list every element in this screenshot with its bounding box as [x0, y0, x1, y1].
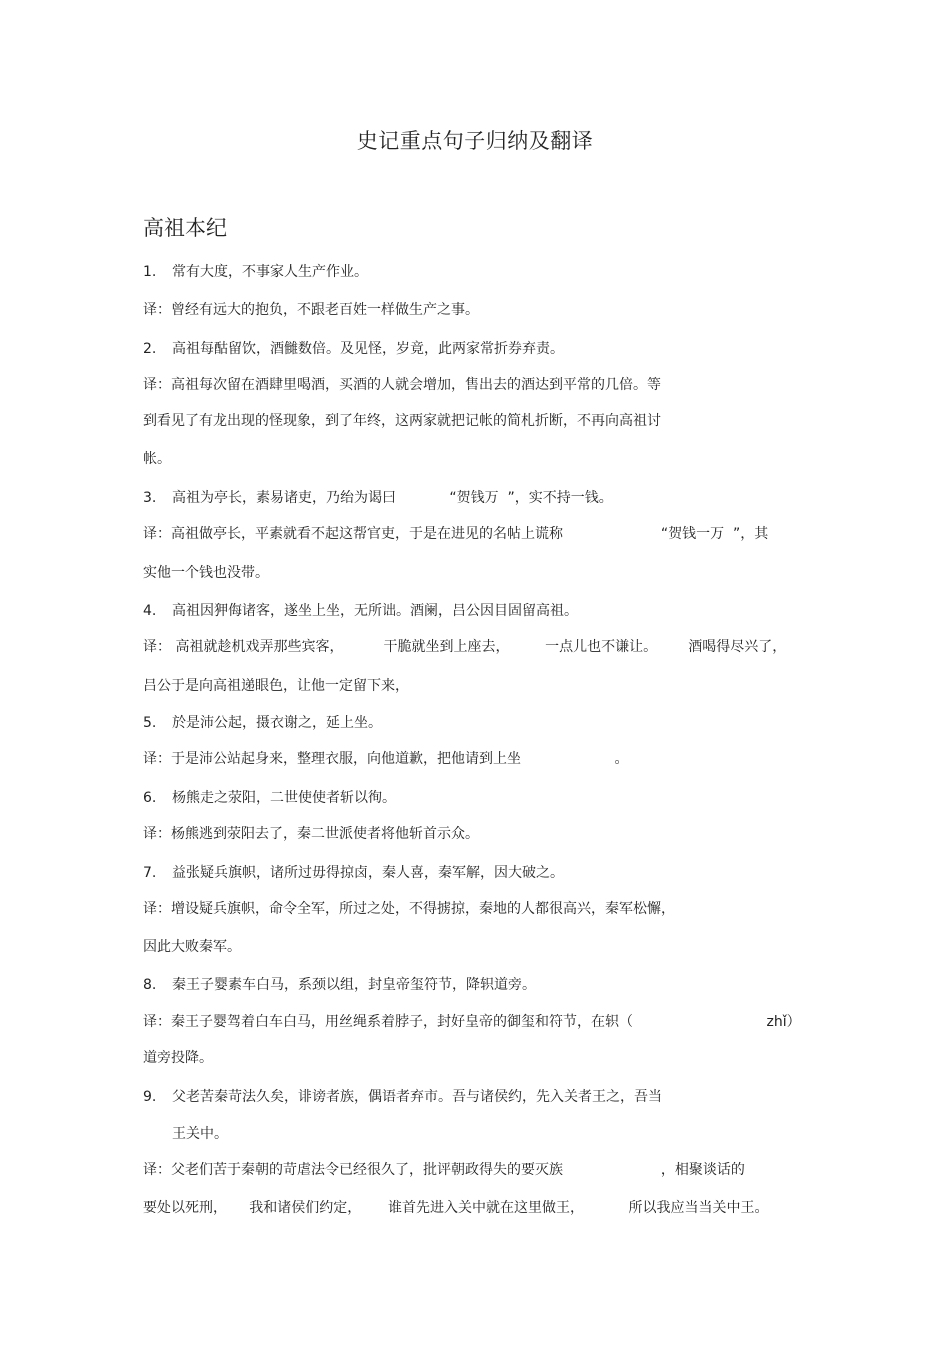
sentence-number: 5. [143, 715, 157, 731]
numbered-sentence [143, 488, 613, 508]
sentence-number: 8. [143, 977, 157, 993]
line-text: 於是沛公起，摄衣谢之，延上坐。 [172, 715, 382, 731]
line-text: 高祖因狎侮诸客，遂坐上坐，无所诎。酒阑，吕公因目固留高祖。 [172, 603, 578, 619]
line-text: 常有大度，不事家人生产作业。 [172, 264, 368, 280]
translation-line [143, 637, 786, 657]
line-text: 译：高祖做亭长，平素就看不起这帮官吏，于是在进见的名帖上谎称 “贺钱一万 ”，其 [143, 526, 769, 542]
translation-line [143, 1012, 801, 1032]
text-line [143, 1048, 213, 1068]
line-text: 高祖为亭长，素易诸吏，乃绐为谒曰 “贺钱万 ”，实不持一钱。 [172, 490, 613, 506]
text-line [143, 411, 661, 431]
line-text: 高祖每酤留饮，酒雠数倍。及见怪，岁竟，此两家常折券弃责。 [172, 341, 564, 357]
numbered-sentence [143, 713, 382, 733]
line-text: 译：杨熊逃到荥阳去了，秦二世派使者将他斩首示众。 [143, 826, 479, 842]
line-text: 益张疑兵旗帜，诸所过毋得掠卤，秦人喜，秦军解，因大破之。 [172, 865, 564, 881]
line-text: 实他一个钱也没带。 [143, 565, 269, 581]
translation-line [143, 824, 479, 844]
line-text: 要处以死刑， 我和诸侯们约定， 谁首先进入关中就在这里做王， 所以我应当当关中王。 [143, 1200, 769, 1216]
sentence-number: 1. [143, 264, 157, 280]
line-text: 译：秦王子婴驾着白车白马，用丝绳系着脖子，封好皇帝的御玺和符节，在轵（ zhǐ） [143, 1014, 801, 1030]
sentence-number: 6. [143, 790, 157, 806]
text-line [143, 1198, 768, 1218]
translation-line [143, 300, 479, 320]
line-text: 杨熊走之荥阳，二世使使者斩以徇。 [172, 790, 396, 806]
line-text: 译：于是沛公站起身来，整理衣服，向他道歉，把他请到上坐 。 [143, 751, 629, 767]
line-text: 道旁投降。 [143, 1050, 213, 1066]
translation-line [143, 899, 675, 919]
numbered-sentence [143, 975, 536, 995]
sentence-number: 3. [143, 490, 157, 506]
line-text: 因此大败秦军。 [143, 939, 241, 955]
line-text: 到看见了有龙出现的怪现象，到了年终，这两家就把记帐的简札折断，不再向高祖讨 [143, 413, 661, 429]
sentence-number: 4. [143, 603, 157, 619]
numbered-sentence [143, 788, 396, 808]
line-text: 译：父老们苦于秦朝的苛虐法令已经很久了，批评朝政得失的要灭族 ，相聚谈话的 [143, 1162, 745, 1178]
sentence-number: 7. [143, 865, 157, 881]
translation-line [143, 749, 628, 769]
text-line [172, 1124, 228, 1144]
numbered-sentence [143, 601, 578, 621]
numbered-sentence [143, 339, 564, 359]
line-text: 译：高祖每次留在酒肆里喝酒，买酒的人就会增加，售出去的酒达到平常的几倍。等 [143, 377, 661, 393]
translation-line [143, 375, 661, 395]
text-line [143, 676, 409, 696]
line-text: 父老苦秦苛法久矣，诽谤者族，偶语者弃市。吾与诸侯约，先入关者王之，吾当 [172, 1089, 662, 1105]
sentence-number: 9. [143, 1089, 157, 1105]
line-text: 王关中。 [172, 1126, 228, 1142]
line-text: 译： 高祖就趁机戏弄那些宾客， 干脆就坐到上座去， 一点儿也不谦让。 酒喝得尽兴了， [143, 639, 787, 655]
translation-line [143, 1160, 745, 1180]
line-text: 秦王子婴素车白马，系颈以组，封皇帝玺符节，降轵道旁。 [172, 977, 536, 993]
line-text: 译：曾经有远大的抱负，不跟老百姓一样做生产之事。 [143, 302, 479, 318]
numbered-sentence [143, 863, 564, 883]
line-text: 吕公于是向高祖递眼色，让他一定留下来， [143, 678, 409, 694]
line-text: 译：增设疑兵旗帜，命令全军，所过之处，不得掳掠，秦地的人都很高兴，秦军松懈， [143, 901, 675, 917]
text-line [143, 563, 269, 583]
numbered-sentence [143, 1087, 662, 1107]
line-text: 帐。 [143, 451, 171, 467]
numbered-sentence [143, 262, 368, 282]
text-line [143, 937, 241, 957]
translation-line [143, 524, 768, 544]
sentence-number: 2. [143, 341, 157, 357]
section-heading: 高祖本纪 [143, 216, 227, 240]
document-title: 史记重点句子归纳及翻译 [356, 129, 594, 153]
text-line [143, 449, 171, 469]
